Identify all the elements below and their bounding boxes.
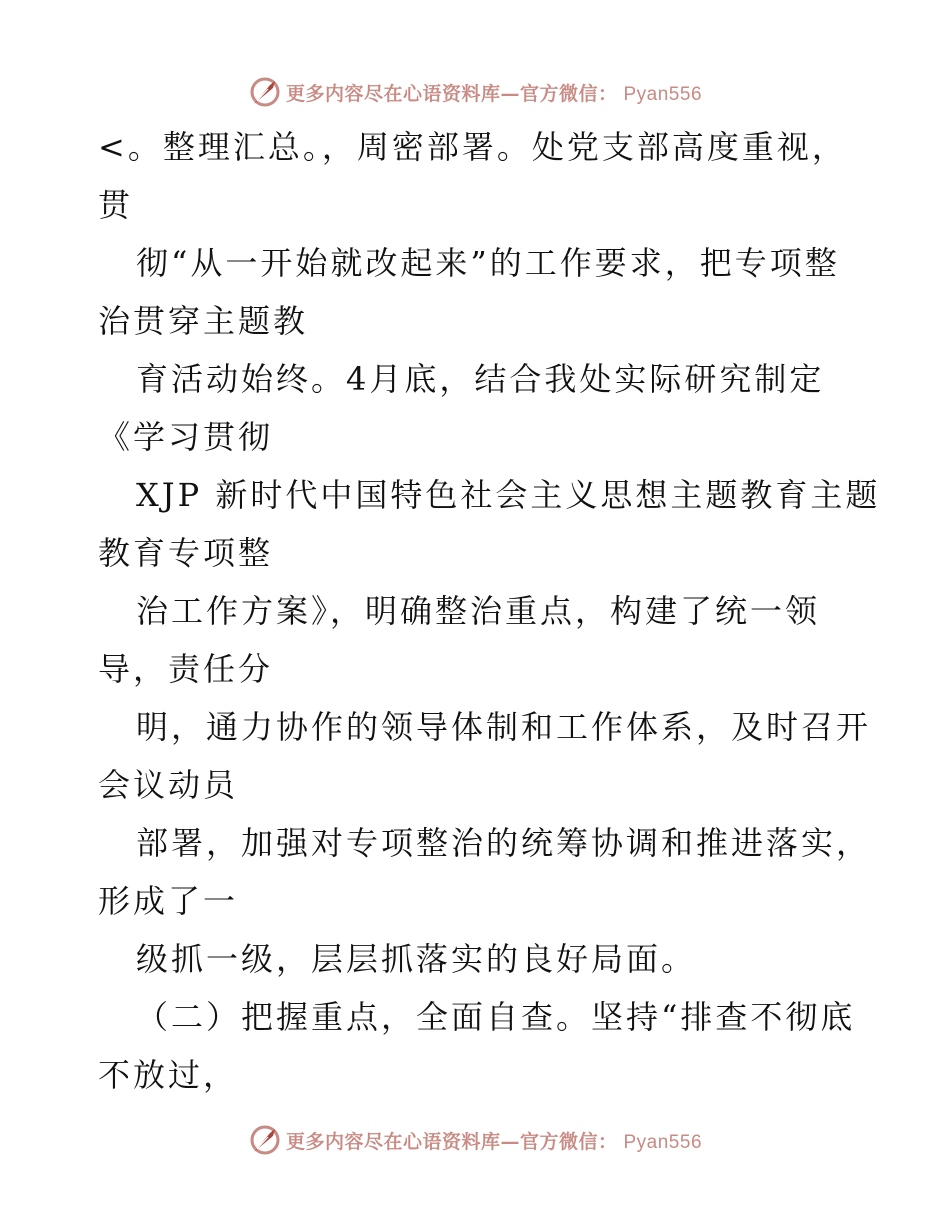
text-line: 彻“从一开始就改起来”的工作要求，把专项整 bbox=[136, 244, 840, 282]
text-line: XJP 新时代中国特色社会主义思想主题教育主题 bbox=[136, 476, 881, 514]
feather-pen-logo-icon bbox=[248, 75, 282, 109]
watermark-text bbox=[286, 1127, 702, 1154]
text-line: 教育专项整 bbox=[98, 534, 274, 572]
text-line: 级抓一级，层层抓落实的良好局面。 bbox=[136, 940, 697, 978]
document-body bbox=[98, 118, 881, 1104]
text-line: 不放过， bbox=[98, 1056, 239, 1094]
watermark-label: 更多内容尽在心语资料库—官方微信： bbox=[285, 82, 618, 105]
watermark-wechat-id: Pyan556 bbox=[623, 83, 703, 105]
text-line: 治贯穿主题教 bbox=[98, 302, 309, 340]
text-line: 贯 bbox=[98, 186, 134, 224]
text-line: 明，通力协作的领导体制和工作体系，及时召开 bbox=[136, 708, 872, 746]
text-line: （二）把握重点，全面自查。坚持“排查不彻底 bbox=[136, 998, 856, 1036]
watermark-header bbox=[0, 72, 950, 112]
watermark-footer bbox=[0, 1120, 950, 1160]
text-line: 治工作方案》，明确整治重点，构建了统一领 bbox=[136, 592, 821, 630]
watermark-text bbox=[286, 79, 702, 106]
watermark-label: 更多内容尽在心语资料库—官方微信： bbox=[285, 1130, 618, 1153]
text-line: 《学习贯彻 bbox=[98, 418, 274, 456]
watermark-wechat-id: Pyan556 bbox=[623, 1131, 703, 1153]
feather-pen-logo-icon bbox=[248, 1123, 282, 1157]
text-line: 育活动始终。4月底，结合我处实际研究制定 bbox=[136, 360, 825, 398]
text-line: <。整理汇总。，周密部署。处党支部高度重视， bbox=[98, 128, 847, 166]
text-line: 形成了一 bbox=[98, 882, 239, 920]
text-line: 部署，加强对专项整治的统筹协调和推进落实， bbox=[136, 824, 872, 862]
text-line: 会议动员 bbox=[98, 766, 239, 804]
text-line: 导，责任分 bbox=[98, 650, 274, 688]
